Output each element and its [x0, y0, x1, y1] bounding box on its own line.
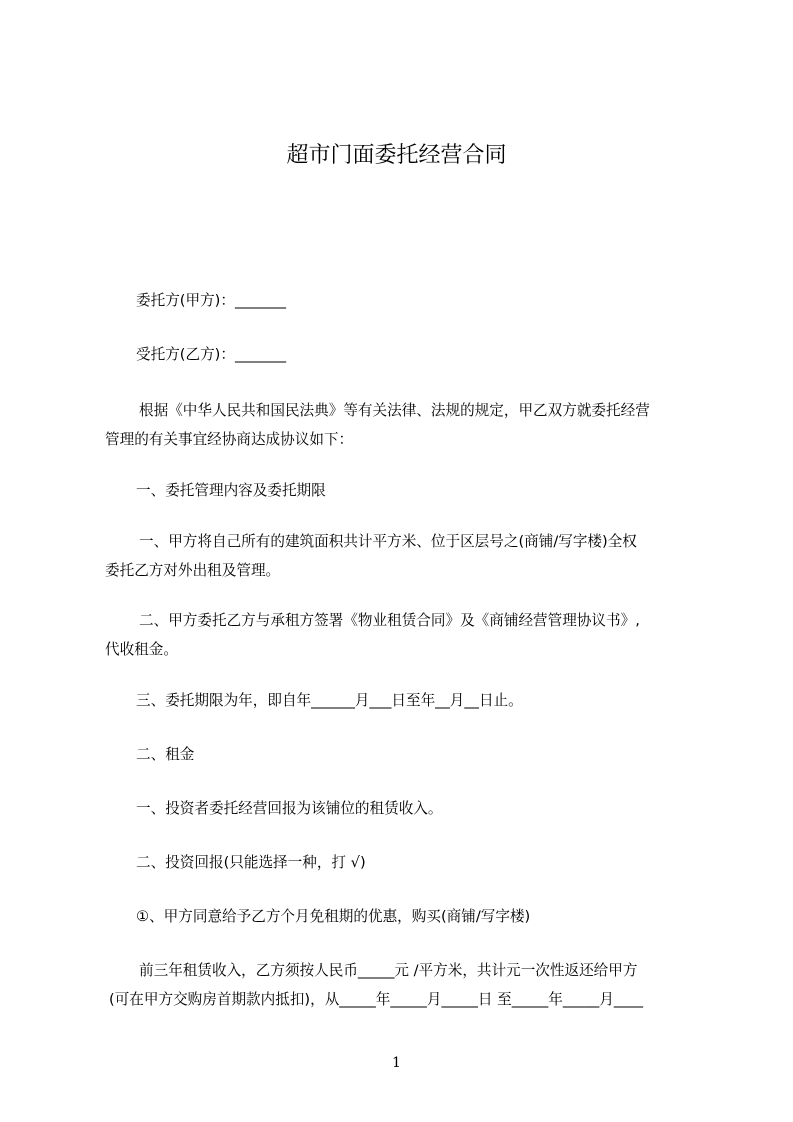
section-1-item-2 — [105, 606, 705, 664]
party-a-line: 委托方(甲方)：_______ — [136, 292, 287, 309]
section-1-item-2-line-1: 二、甲方委托乙方与承租方签署《物业租赁合同》及《商铺经营管理协议书》, — [139, 612, 640, 629]
section-2-item-1: 一、投资者委托经营回报为该铺位的租赁收入。 — [136, 800, 443, 817]
section-2-heading: 二、租金 — [136, 746, 195, 763]
option-1-detail-line-1: 前三年租赁收入，乙方须按人民币_____元 /平方米，共计元一次性返还给甲方 — [139, 962, 638, 979]
document-title: 超市门面委托经营合同 — [286, 143, 507, 168]
preamble-line-2: 管理的有关事宜经协商达成协议如下： — [105, 431, 354, 448]
section-1-item-1-line-2: 委托乙方对外出租及管理。 — [105, 562, 281, 579]
preamble-paragraph — [105, 396, 705, 454]
section-1-item-2-line-2: 代收租金。 — [105, 641, 178, 658]
section-2-item-2: 二、投资回报(只能选择一种，打 √) — [136, 854, 366, 871]
page-number: 1 — [392, 1055, 401, 1071]
section-2-option-1-detail — [105, 956, 705, 1014]
preamble-line-1: 根据《中华人民共和国民法典》等有关法律、法规的规定，甲乙双方就委托经营 — [139, 402, 650, 419]
section-1-item-1 — [105, 527, 705, 585]
option-1-detail-line-2: (可在甲方交购房首期款内抵扣)，从_____年_____月_____日 至_____年_____月____ — [109, 991, 644, 1008]
section-1-item-1-line-1: 一、甲方将自己所有的建筑面积共计平方米、位于区层号之(商铺/写字楼)全权 — [139, 533, 637, 550]
section-1-item-3: 三、委托期限为年，即自年______月___日至年__月__日止。 — [136, 692, 523, 709]
section-1-heading: 一、委托管理内容及委托期限 — [136, 482, 326, 499]
section-2-option-1: ①、甲方同意给予乙方个月免租期的优惠，购买(商铺/写字楼) — [136, 908, 531, 925]
party-b-line: 受托方(乙方)：_______ — [136, 346, 287, 363]
